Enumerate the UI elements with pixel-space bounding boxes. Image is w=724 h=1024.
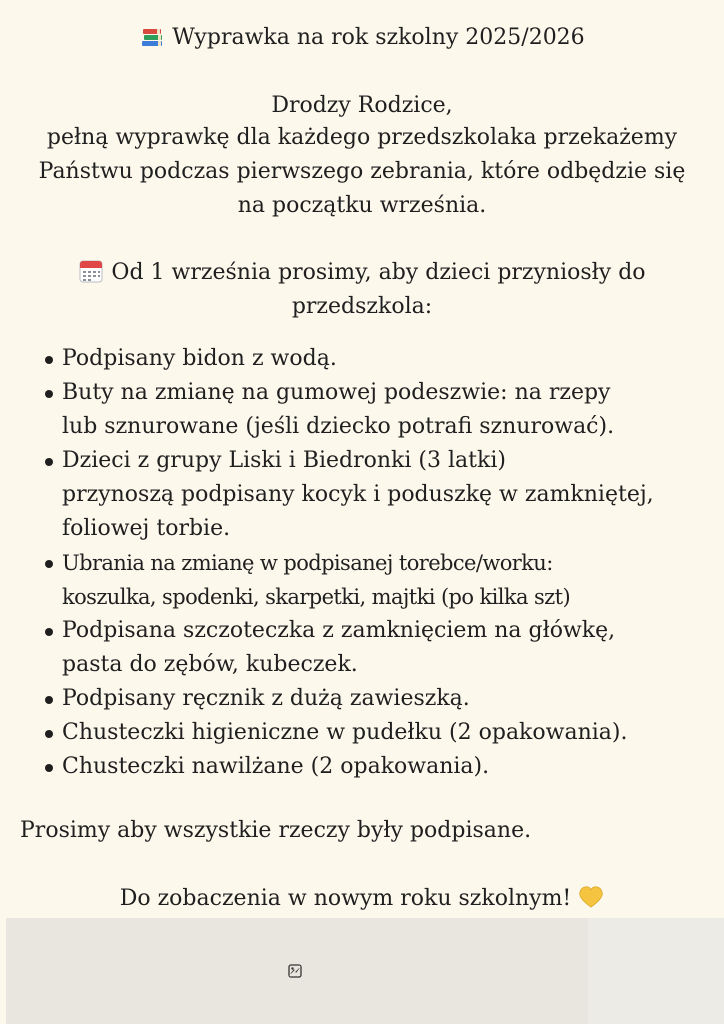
footer-shade	[588, 918, 724, 1024]
list-item-line: Dzieci z grupy Liski i Biedronki (3 latki)	[62, 448, 506, 473]
list-item	[62, 376, 724, 444]
calendar-icon	[78, 258, 104, 284]
list-item	[62, 342, 724, 376]
list-item-line: Podpisany bidon z wodą.	[62, 346, 337, 371]
list-item-line: lub sznurowane (jeśli dziecko potrafi sznurować).	[62, 414, 615, 439]
intro-line: na początku września.	[237, 193, 487, 218]
supplies-list	[42, 342, 724, 784]
request-line-2: przedszkola:	[291, 294, 433, 319]
list-item	[62, 614, 724, 682]
broken-image-icon	[288, 964, 302, 978]
yellow-heart-icon	[578, 885, 604, 909]
intro-line: Państwu podczas pierwszego zebrania, które odbędzie się	[38, 159, 686, 184]
list-item	[62, 750, 724, 784]
books-icon	[139, 23, 165, 49]
request-text: Od 1 września prosimy, aby dzieci przyniosły do	[111, 260, 646, 285]
list-item-line: Chusteczki higieniczne w pudełku (2 opakowania).	[62, 720, 628, 745]
request-line-1	[40, 256, 684, 290]
note-text: Prosimy aby wszystkie rzeczy były podpisane.	[20, 818, 532, 843]
list-item-line: Chusteczki nawilżane (2 opakowania).	[62, 754, 490, 779]
list-item-line: pasta do zębów, kubeczek.	[62, 652, 358, 677]
list-item-line: Podpisana szczoteczka z zamknięciem na główkę,	[62, 618, 616, 643]
list-item-line: Buty na zmianę na gumowej podeszwie: na rzepy	[62, 380, 611, 405]
footer-bar	[6, 918, 724, 1024]
request-paragraph	[40, 256, 684, 324]
list-item	[62, 682, 724, 716]
intro-line: pełną wyprawkę dla każdego przedszkolaka przekażemy	[46, 125, 678, 150]
list-item	[62, 444, 724, 546]
greeting: Drodzy Rodzice,	[271, 93, 453, 118]
list-item-line: przynoszą podpisany kocyk i poduszkę w zamkniętej,	[62, 482, 654, 507]
list-item	[62, 546, 724, 614]
intro-paragraph	[6, 121, 718, 223]
list-item	[62, 716, 724, 750]
list-item-line: foliowej torbie.	[62, 516, 231, 541]
list-item-line: Ubrania na zmianę w podpisanej torebce/worku:	[62, 551, 553, 575]
closing-text: Do zobaczenia w nowym roku szkolnym!	[119, 886, 572, 911]
list-item-line: Podpisany ręcznik z dużą zawieszką.	[62, 686, 470, 711]
list-item-line: koszulka, spodenki, skarpetki, majtki (po kilka szt)	[62, 585, 571, 609]
closing-line	[0, 882, 724, 916]
title-text: Wyprawka na rok szkolny 2025/2026	[172, 25, 585, 50]
document-title	[0, 22, 724, 54]
